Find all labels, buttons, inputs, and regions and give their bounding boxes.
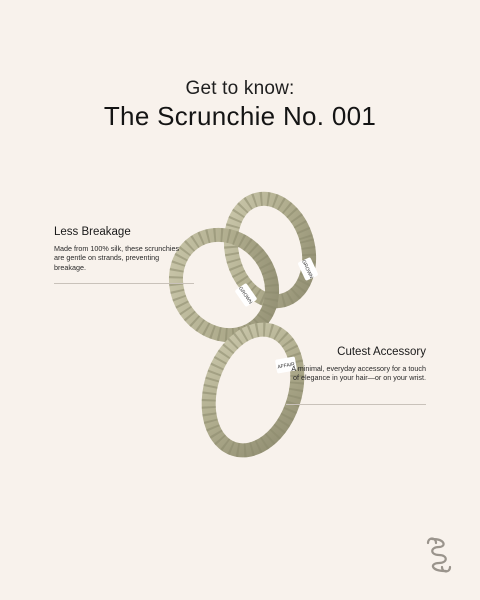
brand-tag-text: AFFAIR xyxy=(277,361,296,371)
feature-description: A minimal, everyday accessory for a touch of elegance in your hair—or on your wrist. xyxy=(291,364,426,383)
feature-title: Cutest Accessory xyxy=(337,346,426,358)
wavy-swirl-logo-icon xyxy=(424,535,454,575)
brand-tag-text: GROWN xyxy=(237,285,254,306)
brand-tag-text: GROWN xyxy=(300,259,314,280)
feature-callout-less-breakage xyxy=(54,226,184,272)
page-title: The Scrunchie No. 001 xyxy=(103,101,377,131)
scrunchie-bottom xyxy=(194,318,312,462)
feature-description: Made from 100% silk, these scrunchies are gentle on strands, preventing breakage. xyxy=(54,244,180,272)
callout-divider xyxy=(286,404,426,405)
feature-title: Less Breakage xyxy=(54,226,131,238)
callout-divider xyxy=(54,283,194,284)
eyebrow-heading: Get to know: xyxy=(185,78,295,99)
feature-callout-cutest-accessory xyxy=(286,346,426,383)
